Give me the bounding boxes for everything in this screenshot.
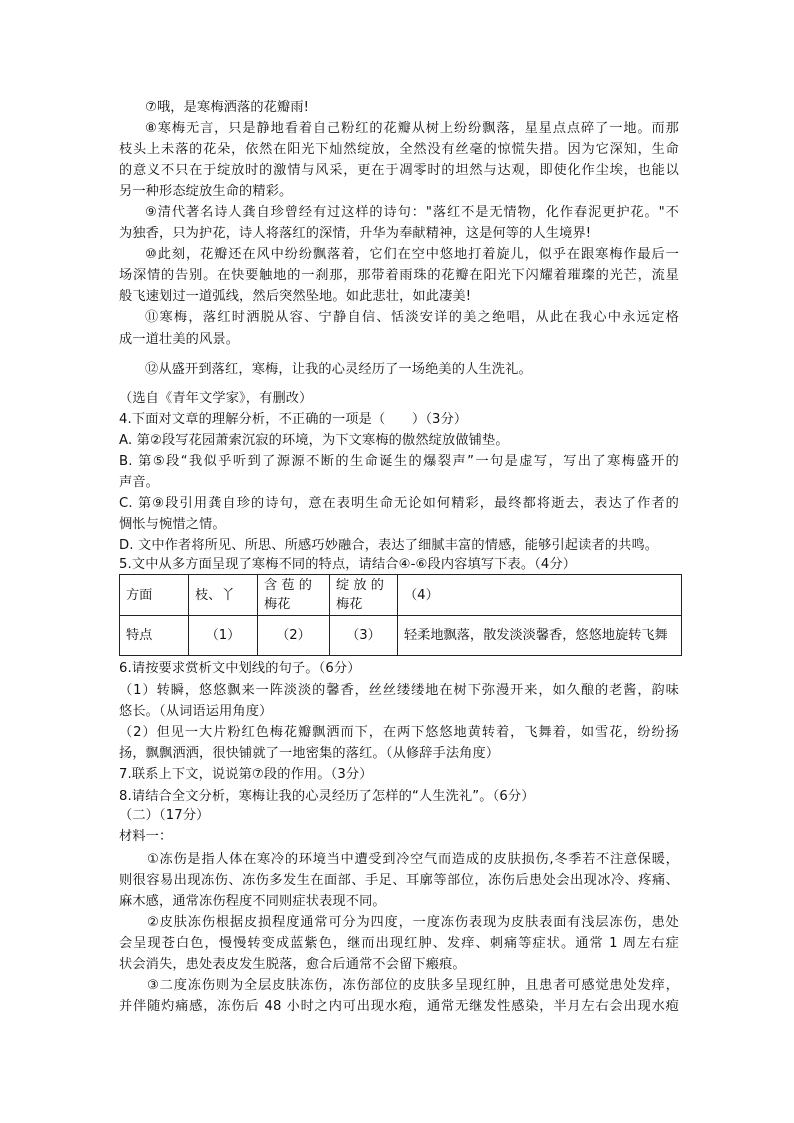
material-2-line: 状会消失，患处表皮发生脱落，愈合后通常不会留下瘢痕。 (119, 957, 466, 972)
question-7-stem: 7.联系上下文，说说第⑦段的作用。（3分） (119, 767, 373, 782)
question-4-option-a: A. 第②段写花园萧索沉寂的环境，为下文寒梅的傲然绽放做铺垫。 (119, 433, 509, 448)
question-6-part-2-cont: 扬，飘飘洒洒，很快铺就了一地密集的落红。（从修辞手法角度） (119, 746, 500, 761)
paragraph-11-line: ⑪寒梅，落红时洒脱从容、宁静自信、恬淡安详的美之绝唱，从此在我心中永远定格 (145, 310, 679, 325)
paragraph-8-line: 枝头上未落的花朵，依然在阳光下灿然绽放，全然没有丝毫的惊慌失措。因为它深知，生命 (119, 142, 679, 157)
table-row (120, 575, 682, 616)
table-cell: 特点 (120, 616, 189, 656)
material-3-line: ③二度冻伤则为全层皮肤冻伤，冻伤部位的皮肤多呈现红肿，且患者可感觉患处发痒， (147, 978, 679, 993)
question-4-option-b-cont: 声音。 (119, 475, 160, 490)
question-4-option-b: B. 第⑤段“我似乎听到了源源不断的生命诞生的爆裂声”一句是虚写，写出了寒梅盛开的 (119, 454, 679, 469)
table-header-cell: 绽 放 的 梅花 (330, 575, 398, 616)
question-4-stem: 4.下面对文章的理解分析，不正确的一项是（ ）（3分） (119, 412, 468, 427)
table-cell: 轻柔地飘落，散发淡淡馨香，悠悠地旋转飞舞 (398, 616, 682, 656)
material-1-line: 麻木感，通常冻伤程度不同则症状表现不同。 (119, 894, 386, 909)
answer-blank-3: （3） (330, 616, 398, 656)
question-5-table (119, 574, 682, 656)
question-6-part-1: （1）转瞬，悠悠飘来一阵淡淡的馨香，丝丝缕缕地在树下弥漫开来，如久酿的老酱，韵味 (119, 683, 679, 698)
source-note: （选自《青年文学家》，有删改） (119, 391, 313, 406)
material-2-line: 会呈现苍白色，慢慢转变成蓝紫色，继而出现红肿、发痒、刺痛等症状。通常 1 周左右症 (119, 936, 679, 951)
paragraph-10-line: ⑩此刻，花瓣还在风中纷纷飘落着，它们在空中悠地打着旋儿，似乎在跟寒梅作最后一 (145, 247, 679, 262)
answer-blank-2: （2） (258, 616, 330, 656)
material-2-line: ②皮肤冻伤根据皮损程度通常可分为四度，一度冻伤表现为皮肤表面有浅层冻伤，患处 (147, 915, 679, 930)
material-1-line: ①冻伤是指人体在寒冷的环境当中遭受到冷空气而造成的皮肤损伤,冬季若不注意保暖， (147, 852, 679, 867)
paragraph-10-line: 场深情的告别。在快要触地的一刹那，那带着雨珠的花瓣在阳光下闪耀着璀璨的光芒，流星 (119, 268, 679, 283)
paragraph-11-line: 成一道壮美的风景。 (119, 332, 240, 347)
table-header-cell: 枝、丫 (189, 575, 258, 616)
answer-blank-1: （1） (189, 616, 258, 656)
paragraph-7: ⑦哦，是寒梅洒落的花瓣雨! (145, 100, 310, 115)
material-1-line: 则很容易出现冻伤、冻伤多发生在面部、手足、耳廓等部位，冻伤后患处会出现冰冷、疼痛、 (119, 873, 679, 888)
question-4-option-c: C. 第⑨段引用龚自珍的诗句，意在表明生命无论如何精彩，最终都将逝去，表达了作者的 (119, 496, 679, 511)
question-8-stem: 8.请结合全文分析，寒梅让我的心灵经历了怎样的“人生洗礼”。（6分） (119, 789, 535, 804)
question-5-stem: 5.文中从多方面呈现了寒梅不同的特点，请结合④-⑥段内容填写下表。（4分） (119, 557, 577, 572)
material-label: 材料一： (119, 829, 173, 844)
question-6-part-1-cont: 悠长。（从词语运用角度） (119, 704, 273, 719)
material-3-line: 并伴随灼痛感，冻伤后 48 小时之内可出现水疱，通常无继发性感染，半月左右会出现水疱 (119, 999, 679, 1014)
paragraph-9-line: 为独香，只为护花，诗人将落红的深情，升华为奉献精神，这是何等的人生境界! (119, 226, 592, 241)
question-6-stem: 6.请按要求赏析文中划线的句子。（6分） (119, 661, 361, 676)
question-4-option-d: D. 文中作者将所见、所思、所感巧妙融合，表达了细腻丰富的情感，能够引起读者的共鸣。 (119, 538, 659, 553)
question-6-part-2: （2）但见一大片粉红色梅花瓣飘洒而下，在两下悠悠地黄转着，飞舞着，如雪花，纷纷扬 (119, 725, 679, 740)
table-header-cell: （4） (398, 575, 682, 616)
paragraph-12: ⑫从盛开到落红，寒梅，让我的心灵经历了一场绝美的人生洗礼。 (145, 362, 532, 377)
table-header-cell: 方面 (120, 575, 189, 616)
paragraph-8-line: 的意义不只在于绽放时的激情与风采，更在于凋零时的坦然与达观，即使化作尘埃，也能以 (119, 163, 679, 178)
table-row (120, 616, 682, 656)
paragraph-10-line: 般飞速划过一道弧线，然后突然坠地。如此悲壮，如此凄美! (119, 289, 472, 304)
table-header-cell: 含 苞 的 梅花 (258, 575, 330, 616)
paragraph-9-line: ⑨清代著名诗人龚自珍曾经有过这样的诗句："落红不是无情物，化作春泥更护花。"不 (145, 205, 679, 220)
section-2-heading: （二）（17分） (119, 808, 210, 823)
question-4-option-c-cont: 惆怅与惋惜之情。 (119, 517, 226, 532)
paragraph-8-line: ⑧寒梅无言，只是静地看着自己粉红的花瓣从树上纷纷飘落，星星点点碎了一地。而那 (145, 121, 679, 136)
paragraph-8-line: 另一种形态绽放生命的精彩。 (119, 184, 293, 199)
